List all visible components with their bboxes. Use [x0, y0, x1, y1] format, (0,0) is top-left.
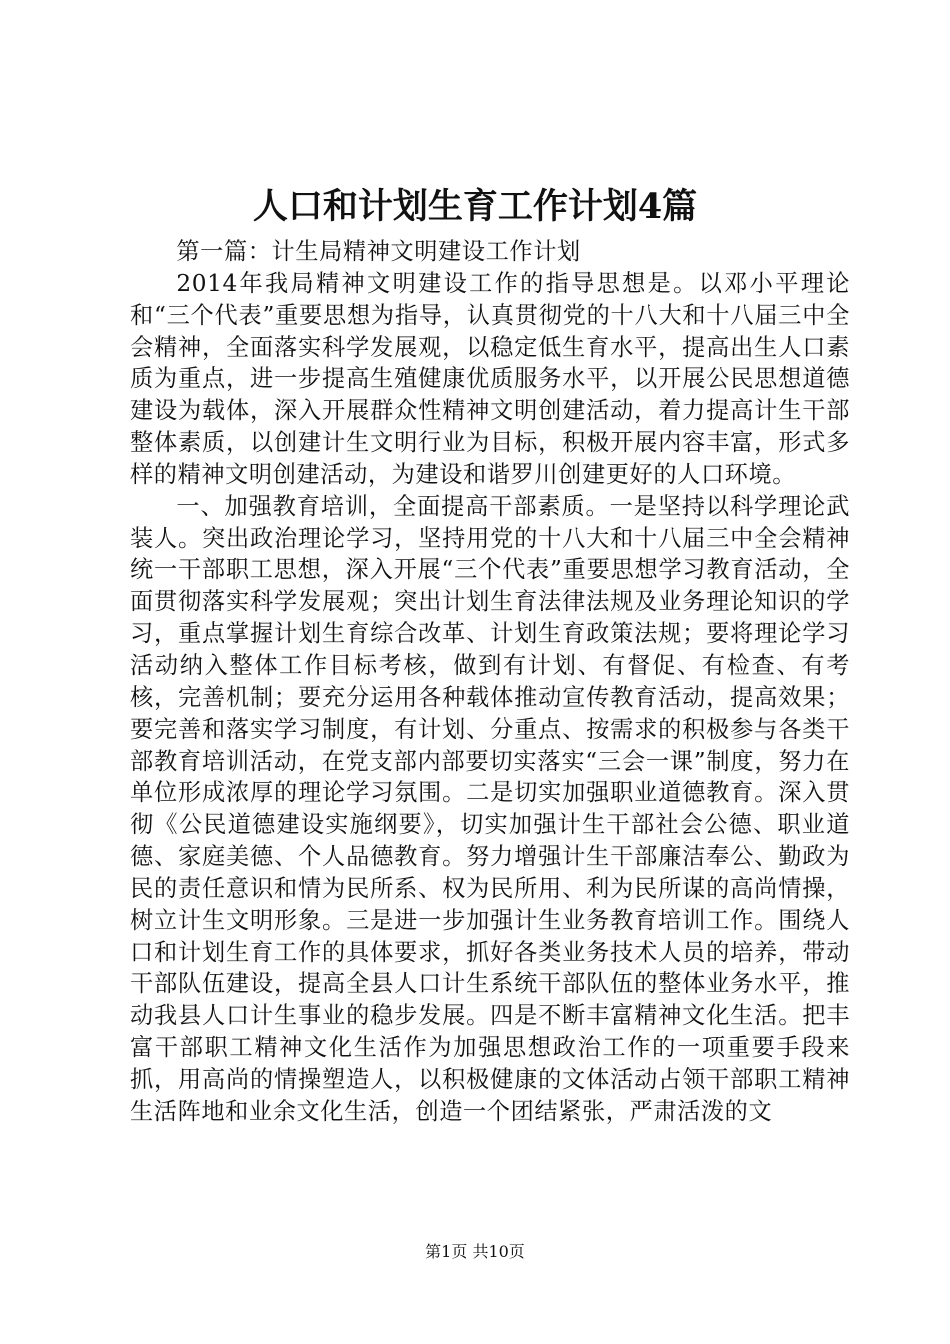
body-paragraph: 一、加强教育培训，全面提高干部素质。一是坚持以科学理论武装人。突出政治理论学习，坚持用党的十八大和十八届三中全会精神统一干部职工思想，深入开展“三个代表”重要思想学习教育活动，全面贯彻落实科学发展观；突出计划生育法律法规及业务理论知识的学习，重点掌握计划生育综合改革、计划生育政策法规；要将理论学习活动纳入整体工作目标考核，做到有计划、有督促、有检查、有考核，完善机制；要充分运用各种载体推动宣传教育活动，提高效果；要完善和落实学习制度，有计划、分重点、按需求的积极参与各类干部教育培训活动，在党支部内部要切实落实“三会一课”制度，努力在单位形成浓厚的理论学习氛围。二是切实加强职业道德教育。深入贯彻《公民道德建设实施纲要》，切实加强计生干部社会公德、职业道德、家庭美德、个人品德教育。努力增强计生干部廉洁奉公、勤政为民的责任意识和情为民所系、权为民所用、利为民所谋的高尚情操，树立计生文明形象。三是进一步加强计生业务教育培训工作。围绕人口和计划生育工作的具体要求，抓好各类业务技术人员的培养，带动干部队伍建设，提高全县人口计生系统干部队伍的整体业务水平，推动我县人口计生事业的稳步发展。四是不断丰富精神文化生活。把丰富干部职工精神文化生活作为加强思想政治工作的一项重要手段来抓，用高尚的情操塑造人，以积极健康的文体活动占领干部职工精神生活阵地和业余文化生活，创造一个团结紧张，严肃活泼的文: [130, 492, 850, 1125]
section-heading: 第一篇：计生局精神文明建设工作计划: [176, 238, 581, 265]
page-number-footer: 第1页 共10页: [425, 1242, 525, 1261]
document-body: [130, 236, 850, 1128]
document-title: 人口和计划生育工作计划4篇: [252, 186, 698, 227]
body-paragraph: 2014年我局精神文明建设工作的指导思想是。以邓小平理论和“三个代表”重要思想为指导，认真贯彻党的十八大和十八届三中全会精神，全面落实科学发展观，以稳定低生育水平，提高出生人口素质为重点，进一步提高生殖健康优质服务水平，以开展公民思想道德建设为载体，深入开展群众性精神文明创建活动，着力提高计生干部整体素质，以创建计生文明行业为目标，积极开展内容丰富，形式多样的精神文明创建活动，为建设和谐罗川创建更好的人口环境。: [130, 269, 850, 488]
